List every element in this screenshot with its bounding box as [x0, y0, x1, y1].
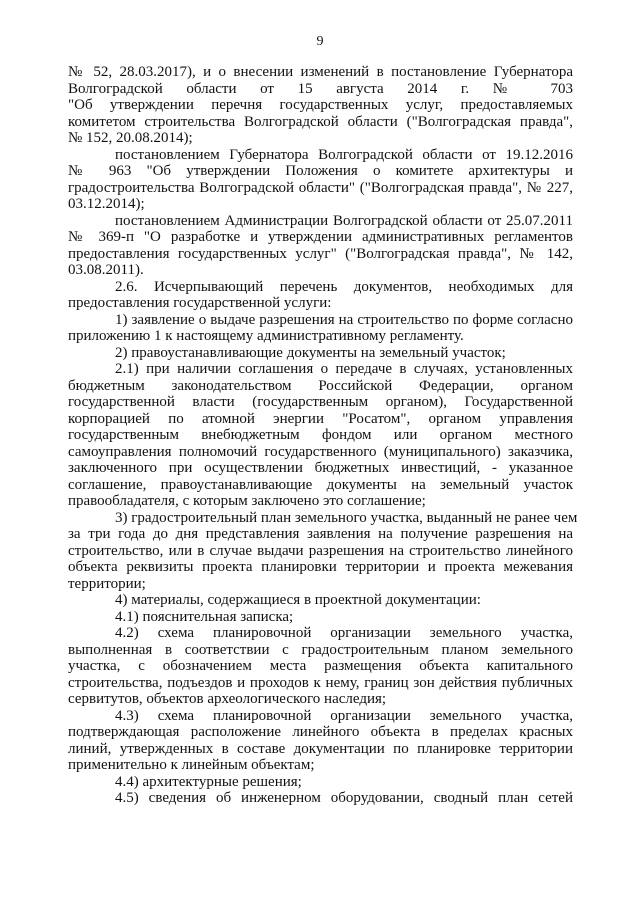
text-line: приложению 1 к настоящему административному регламенту.	[68, 328, 464, 344]
text-line: № 963 "Об утверждении Положения о комитете архитектуры и	[68, 163, 573, 179]
text-line: строительство, или в случае выдачи разрешения на строительство линейного	[68, 542, 573, 559]
text-line: выполненная в соответствии с градостроительным планом земельного	[68, 641, 573, 658]
document-body	[68, 64, 578, 807]
text-line: № 52, 28.03.2017), и о внесении изменений в постановление Губернатора	[68, 64, 573, 80]
text-line: 2.1) при наличии соглашения о передаче в случаях, установленных	[115, 361, 573, 377]
text-line: 4.4) архитектурные решения;	[115, 773, 302, 790]
text-line: подтверждающая расположение линейного объекта в пределах красных	[68, 724, 573, 740]
text-line: постановлением Администрации Волгоградской области от 25.07.2011	[115, 212, 573, 229]
text-line: предоставления государственной услуги:	[68, 295, 332, 311]
text-line: постановлением Губернатора Волгоградской области от 19.12.2016	[115, 146, 573, 163]
page-number: 9	[316, 34, 324, 49]
text-line: градостроительства Волгоградской области" ("Волгоградская правда", № 227,	[68, 179, 573, 196]
text-line: 4.1) пояснительная записка;	[115, 608, 294, 625]
text-line: за три года до дня представления заявления на получение разрешения на	[68, 526, 573, 542]
text-line: государственным внебюджетным фондом или органом местного	[68, 427, 573, 443]
text-line: 4.3) схема планировочной организации земельного участка,	[115, 707, 573, 724]
text-line: 3) градостроительный план земельного участка, выданный не ранее чем	[115, 509, 578, 526]
text-line: корпорацией по атомной энергии "Росатом", органом управления	[68, 410, 573, 427]
text-line: самоуправления полномочий государственного (муниципального) заказчика,	[68, 443, 573, 460]
text-line: участка, с обозначением места размещения объекта капитального	[68, 658, 573, 674]
text-line: сервитутов, объектов археологического наследия;	[68, 691, 387, 707]
text-line: Волгоградской области от 15 августа 2014 г. № 703	[68, 80, 573, 97]
text-line: 03.12.2014);	[68, 196, 145, 212]
text-line: государственной власти (государственным органом), Государственной	[68, 394, 573, 410]
text-line: "Об утверждении перечня государственных услуг, предоставляемых	[68, 97, 573, 113]
text-line: 4.5) сведения об инженерном оборудовании, сводный план сетей	[115, 790, 573, 806]
text-line: № 369-п "О разработке и утверждении административных регламентов	[68, 229, 573, 245]
text-line: бюджетным законодательством Российской Федерации, органом	[68, 377, 573, 394]
text-line: территории;	[68, 575, 146, 592]
text-line: соглашение, правоустанавливающие документы на земельный участок	[68, 476, 573, 493]
text-line: заключенного при осуществлении бюджетных инвестиций, - указанное	[68, 460, 573, 476]
text-line: предоставления государственных услуг" ("Волгоградская правда", № 142,	[68, 245, 573, 262]
text-line: 1) заявление о выдаче разрешения на строительство по форме согласно	[115, 311, 573, 328]
text-line: № 152, 20.08.2014);	[68, 130, 193, 146]
text-line: строительства, подъездов и проходов к нему, границ зон действия публичных	[68, 674, 573, 691]
text-line: применительно к линейным объектам;	[68, 757, 315, 773]
text-line: 4) материалы, содержащиеся в проектной документации:	[115, 592, 481, 608]
text-line: объекта реквизиты проекта планировки территории и проекта межевания	[68, 559, 573, 575]
text-line: 2.6. Исчерпывающий перечень документов, необходимых для	[115, 278, 573, 295]
text-line: комитетом строительства Волгоградской области ("Волгоградская правда",	[68, 113, 573, 130]
text-line: 2) правоустанавливающие документы на земельный участок;	[115, 344, 506, 361]
text-line: 03.08.2011).	[68, 262, 144, 278]
text-line: 4.2) схема планировочной организации земельного участка,	[115, 625, 573, 641]
text-line: правообладателя, с которым заключено это соглашение;	[68, 493, 426, 509]
text-line: линий, утвержденных в составе документации по планировке территории	[68, 740, 573, 757]
